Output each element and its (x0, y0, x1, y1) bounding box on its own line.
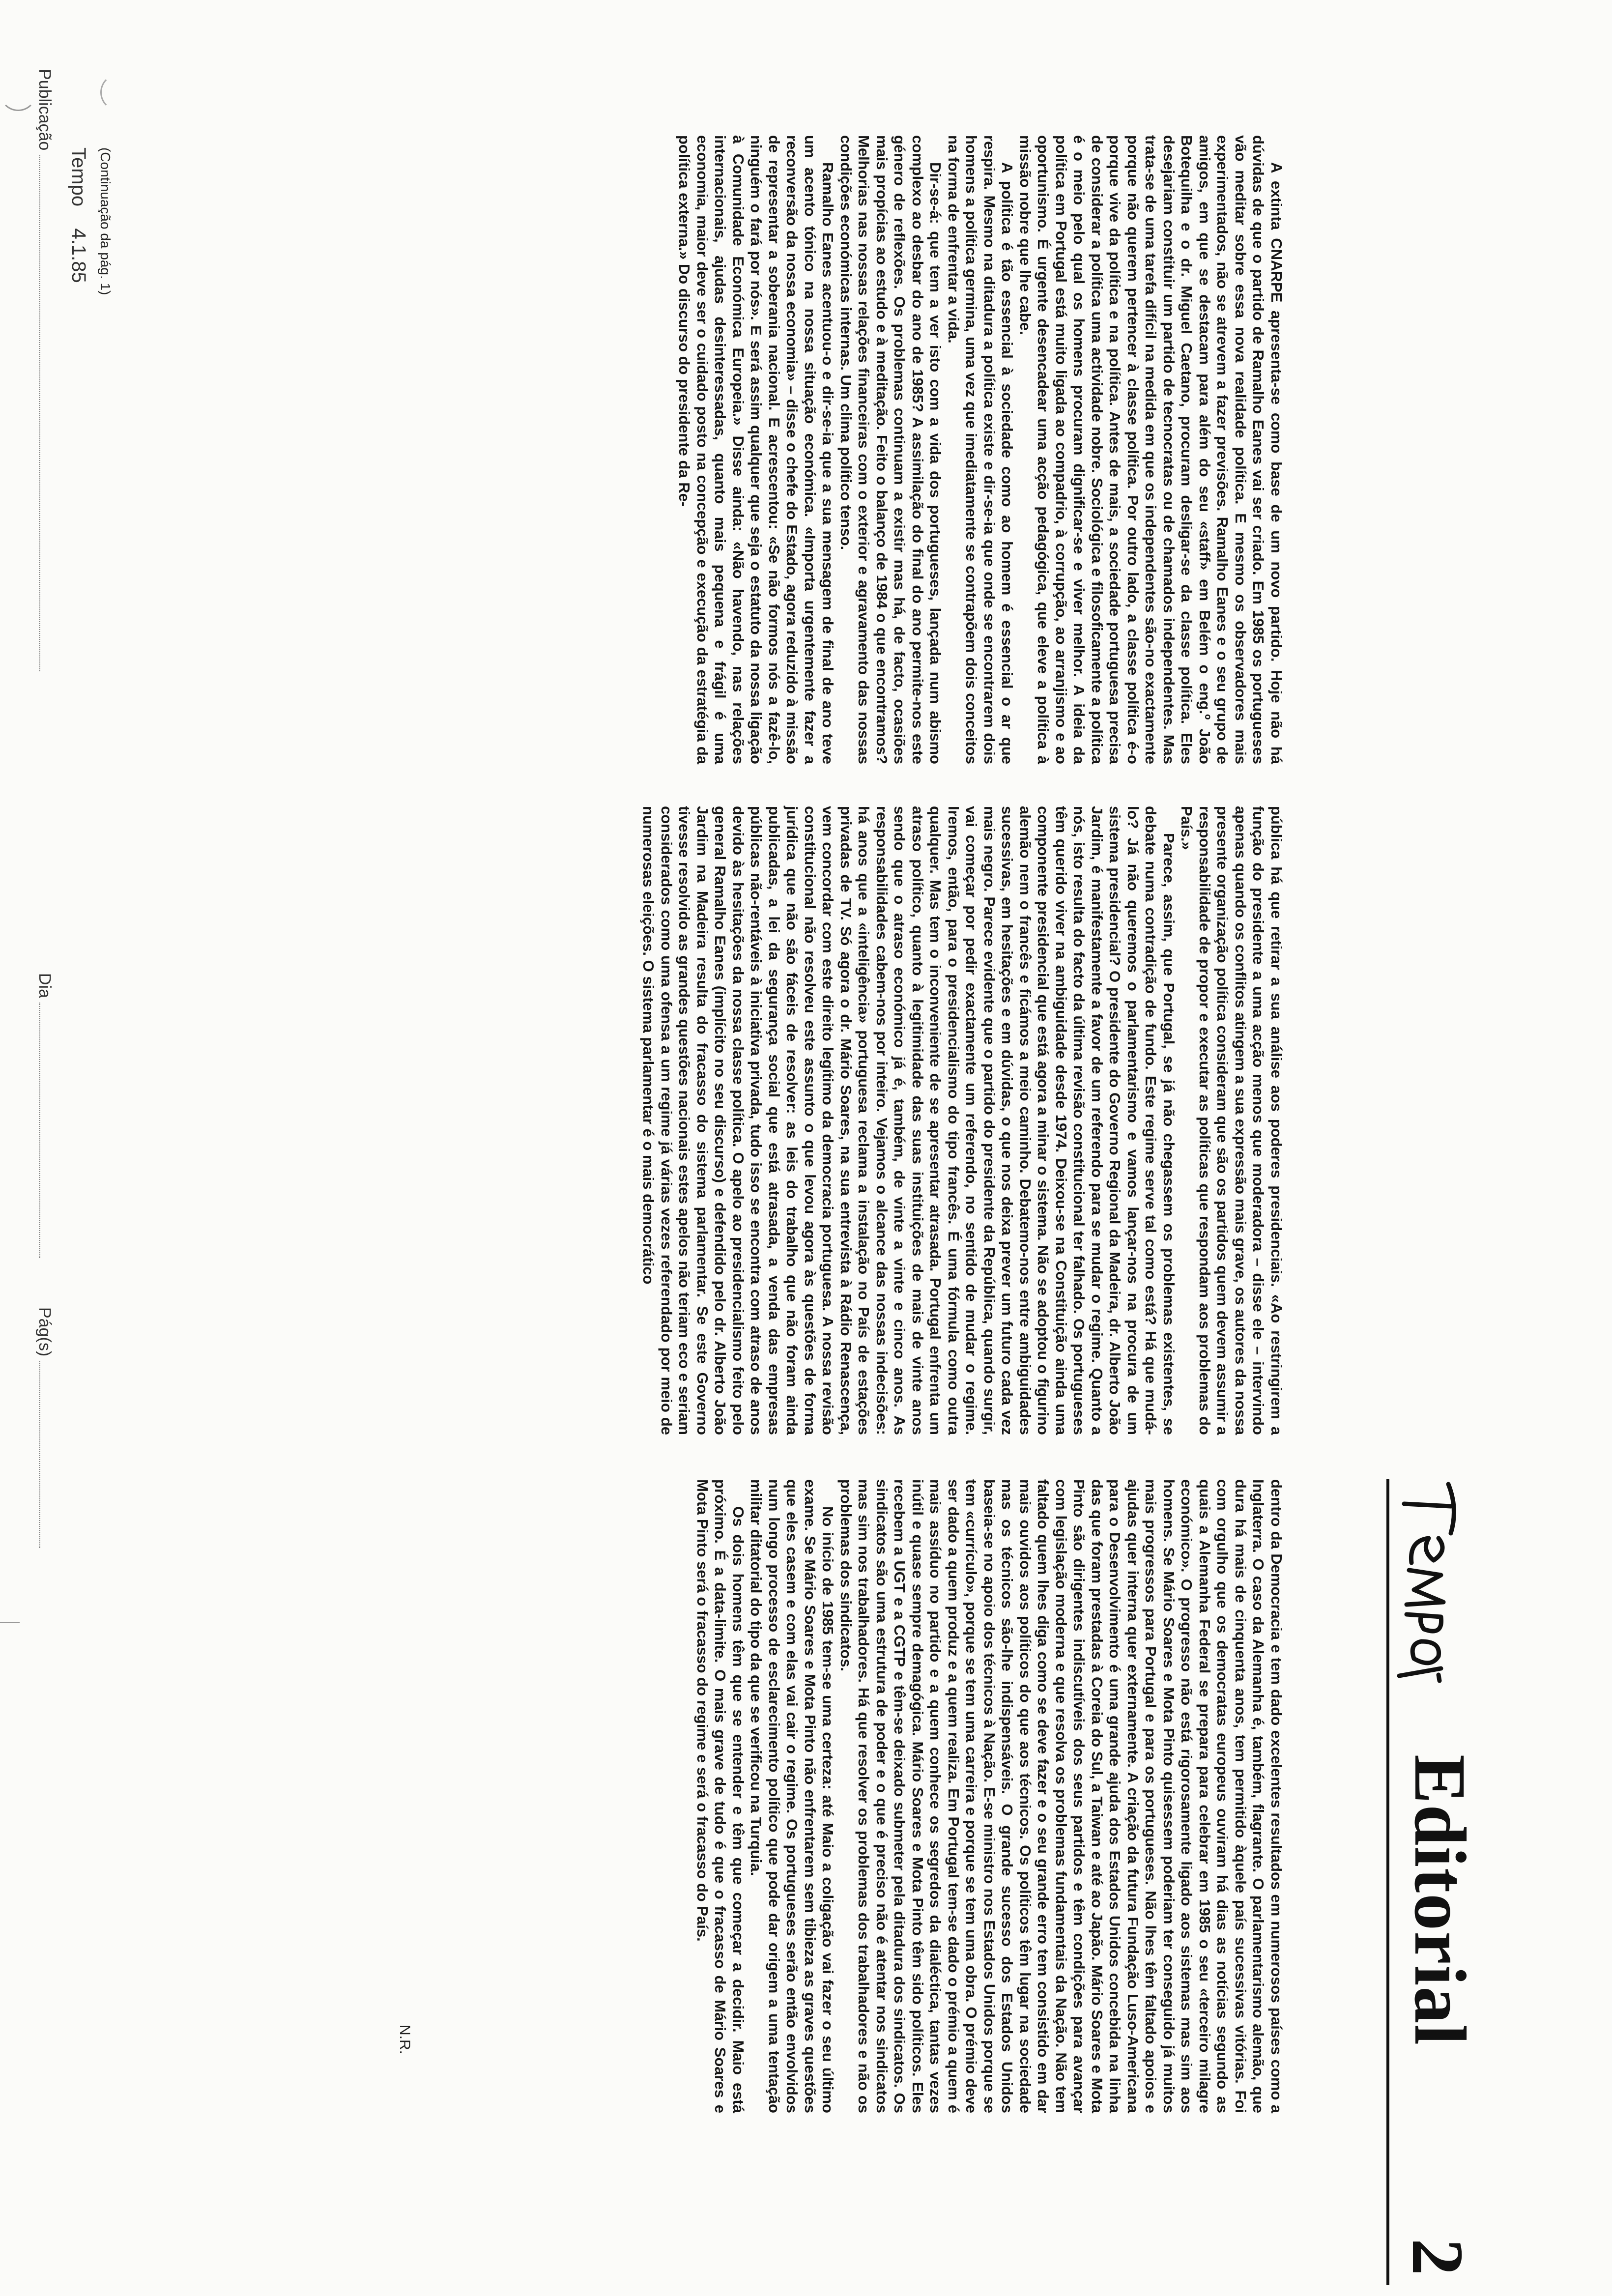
editorial-signature: N.R. (397, 2025, 413, 2054)
publication-stamp (67, 147, 89, 283)
paragraph: Os dois homens têm que se entender e têm que começar a decidir. Maio está próximo. É a data-limite. O mais grave de tudo é que o fracasso de Mário Soares e Mota Pinto será o fracasso do regime e será o fracasso do País. (694, 1479, 747, 2113)
paragraph: pública há que retirar a sua análise aos poderes presidenciais. «Ao restringirem a função do presidente a uma acção menos que moderadora – disse ele – intervindo apenas quando os conflitos atingem a sua expressão mais grave, os autores da nossa presente organização política consideram que são os partidos quem devem assumir a responsabilidade de propor e executar as políticas que respondam aos problemas do País.» (1178, 806, 1285, 1435)
punch-hole-mark (0, 74, 37, 111)
dia-dotted-line (39, 1003, 40, 1258)
publicacao-dotted-line (39, 155, 40, 671)
punch-hole-mark (100, 74, 138, 111)
title-rule (1386, 1479, 1389, 2285)
tempo-logo-icon (1389, 1479, 1468, 1686)
paragraph: Dir-se-á: que tem a ver isto com a vida dos portugueses, lançada num abismo complexo ao desbar do ano de 1985? A assimilação do final do ano permite-nos este género de reflexões. Os problemas continuam a existir mas há, de facto, ocasiões mais propícias ao estudo e à meditação. Feito o balanço de 1984 o que encontramos? Melhorias nas nossas relações financeiras com o exterior e agravamento das nossas condições económicas internas. Um clima político tenso. (837, 135, 945, 764)
paragraph: No início de 1985 tem-se uma certeza: até Maio a coligação vai fazer o seu último exame. Se Mário Soares e Mota Pinto não enfrentarem sem tibieza as graves questões que eles casem e com elas vai cair o regime. Os portugueses serão então envolvidos num longo processo de esclarecimento político que pode dar origem a uma tentação militar ditatorial do tipo da que se verificou na Turquia. (748, 1479, 837, 2113)
publicacao-label: Publicação (35, 69, 54, 151)
section-title: Editorial (1399, 1754, 1481, 2046)
paragraph: A política é tão essencial à sociedade como ao homem é essencial o ar que respira. Mesmo na ditadura a política existe e dir-se-ia que onde se encontrarem dois homens a política germina, uma vez que imediatamente se contrapõem dois conceitos na forma de enfrentar a vida. (945, 135, 1016, 764)
scan-edge-mark (0, 1622, 20, 1623)
pags-dotted-line (39, 1361, 40, 1548)
paragraph: dentro da Democracia e tem dado excelentes resultados em numerosos países como a Inglaterra. O caso da Alemanha é, também, flagrante. O parlamentarismo alemão, que dura há mais de cinquenta anos, tem permitido àquele país sucessivas vitórias. Foi com orgulho que os democratas europeus ouviram há dias as notícias segundo as quais a Alemanha Federal se prepara para celebrar em 1985 o seu «terceiro milagre económico». O progresso não está rigorosamente ligado aos sistemas mas sim aos homens. Se Mário Soares e Mota Pinto quisessem poderiam ter conseguido já muitos mais progressos para Portugal e para os portugueses. Não lhes têm faltado apoios e ajudas quer interna quer externamente. A criação da futura Fundação Luso-Americana para o Desenvolvimento é uma grande ajuda dos Estados Unidos concebida na linha das que foram prestadas à Coreia do Sul, a Taiwan e até ao Japão. Mário Soares e Mota Pinto são dirigentes indiscutíveis dos seus partidos e têm condições para avançar com legislação moderna e que resolva os problemas fundamentais da Nação. Não tem faltado quem lhes diga como se deve fazer e o seu grande erro tem consistido em dar mais ouvidos aos políticos do que aos técnicos. Os políticos têm lugar na sociedade mas os técnicos são-lhe indispensáveis. O grande sucesso dos Estados Unidos baseia-se no apoio dos técnicos à Nação. E-se ministro nos Estados Unidos porque se tem «currículo», porque se tem uma carreira e porque se tem uma obra. O prémio deve ser dado a quem produz e a quem realiza. Em Portugal tem-se dado o prémio a quem é mais assíduo no partido e a quem conhece os segredos da dialéctica, tantas vezes inútil e quase sempre demagógica. Mário Soares e Mota Pinto têm sido políticos. Eles recebem a UGT e a CGTP e têm-se deixado submeter pela ditadura dos sindicatos. Os sindicatos são uma estrutura de poder e o que é preciso não é atentar nos sindicatos mas sim nos trabalhadores. Há que resolver os problemas dos trabalhadores e não os problemas dos sindicatos. (837, 1479, 1285, 2113)
article-column-3 (302, 1479, 1285, 2113)
paragraph: A extinta CNARPE apresenta-se como base de um novo partido. Hoje não há dúvidas de que o partido de Ramalho Eanes vai ser criado. Em 1985 os portugueses vão meditar sobre essa nova realidade política. E mesmo os observadores mais experimentados, não se atrevem a fazer previsões. Ramalho Eanes e o seu grupo de amigos, em que se destacam para além do seu «staff» em Belém o eng.º João Botequilha e o dr. Miguel Caetano, procuram desligar-se da classe política. Eles desejariam constituir um partido de tecnocratas ou de chamados independentes. Mas trata-se de uma tarefa difícil na medida em que os independentes são-no exactamente porque não querem pertencer à classe política. Por outro lado, a classe política é-o porque vive da política e na política. Antes de mais, a sociedade portuguesa precisa de considerar a política uma actividade nobre. Sociológica e filosoficamente a política é o meio pelo qual os homens procuram dignificar-se e viver melhor. A ideia da política em Portugal está muito ligada ao compadrio, à corrupção, ao arranjismo e ao oportunismo. É urgente desencadear uma acção pedagógica, que eleve a política à missão nobre que lhe cabe. (1017, 135, 1285, 764)
continuation-note: (Continuação da pág. 1) (98, 147, 113, 295)
paragraph: Ramalho Eanes acentuou-o e dir-se-ia que a sua mensagem de final de ano teve um acento tónico na nossa situação económica. «Importa urgentemente fazer a reconversão da nossa economia» – disse o chefe do Estado, agora reduzido à missão de representar a soberania nacional. E acrescentou: «Se não formos nós a fazê-lo, ninguém o fará por nós». E será assim qualquer que seja o estatuto da nossa ligação à Comunidade Económica Europeia.» Disse ainda: «Não havendo, nas relações internacionais, ajudas desinteressadas, quanto mais pequena e frágil é uma economia, maior deve ser o cuidado posto na concepção e execução da estratégia da política externa.» Do discurso do presidente da Re- (676, 135, 837, 764)
masthead (1374, 1479, 1481, 2285)
publicacao-field (35, 69, 54, 671)
dia-field (35, 973, 54, 1258)
dia-label: Dia (35, 973, 54, 999)
paragraph: Parece, assim, que Portugal, se já não chegassem os problemas existentes, se debate numa contradição de fundo. Este regime serve tal como está? Há que mudá-lo? Já não queremos o parlamentarismo e vamos lançar-nos na procura de um sistema presidencial? O presidente do Governo Regional da Madeira, dr. Alberto João Jardim, é manifestamente a favor de um referendo para se mudar o regime. Quanto a nós, isto resulta do facto da última revisão constitucional ter falhado. Os portugueses têm querido viver na ambiguidade desde 1974. Deixou-se na Constituição ainda uma componente presidencial que está agora a minar o sistema. Não se adoptou o figurino alemão nem o francês e ficámos a meio caminho. Debatemo-nos entre ambiguidades sucessivas, em hesitações e em dúvidas, o que nos deixa prever um futuro cada vez mais negro. Parece evidente que o partido do presidente da República, quando surgir, vai começar por pedir exactamente um referendo, no sentido de mudar o regime. Iremos, então, para o presidencialismo do tipo francês. É uma fórmula como outra qualquer. Mas tem o inconveniente de se apresentar atrasada. Portugal enfrenta um atraso político, quanto à legitimidade das suas instituições de mais de vinte anos sendo que o atraso económico já é, também, de vinte a vinte e cinco anos. As responsabilidades cabem-nos por inteiro. Vejamos o alcance das nossas indecisões: há anos que a «inteligência» portuguesa reclama a instalação no País de estações privadas de TV. Só agora o dr. Mário Soares, na sua entrevista à Rádio Renascença, vem concordar com este direito legítimo da democracia portuguesa. A nossa revisão constitucional não resolveu este assunto o que levou agora às questões de forma jurídica que não são fáceis de resolver: as leis do trabalho que não foram ainda publicadas, a lei da segurança social que está atrasada, a venda das empresas públicas não-rentáveis à iniciativa privada, tudo isso se encontra com atraso de anos devido às hesitações da nossa classe política. O apelo ao presidencialismo feito pelo general Ramalho Eanes (implícito no seu discurso) e defendido pelo dr. Alberto João Jardim na Madeira resulta do fracasso do sistema parlamentar. Se este Governo tivesse resolvido as grandes questões nacionais estes apelos não teriam eco e seriam considerados como uma ofensa a um regime já várias vezes referendado por meio de numerosas eleições. O sistema parlamentar é o mais democrático (640, 806, 1178, 1435)
article-column-1 (125, 135, 1285, 764)
pags-field (35, 1307, 54, 1548)
article-column-2 (125, 806, 1285, 1435)
pags-label: Pág(s) (35, 1307, 54, 1357)
publication-date: 4.1.85 (68, 228, 89, 283)
publication-name: Tempo (68, 147, 89, 207)
page-number: 2 (1397, 2239, 1478, 2275)
